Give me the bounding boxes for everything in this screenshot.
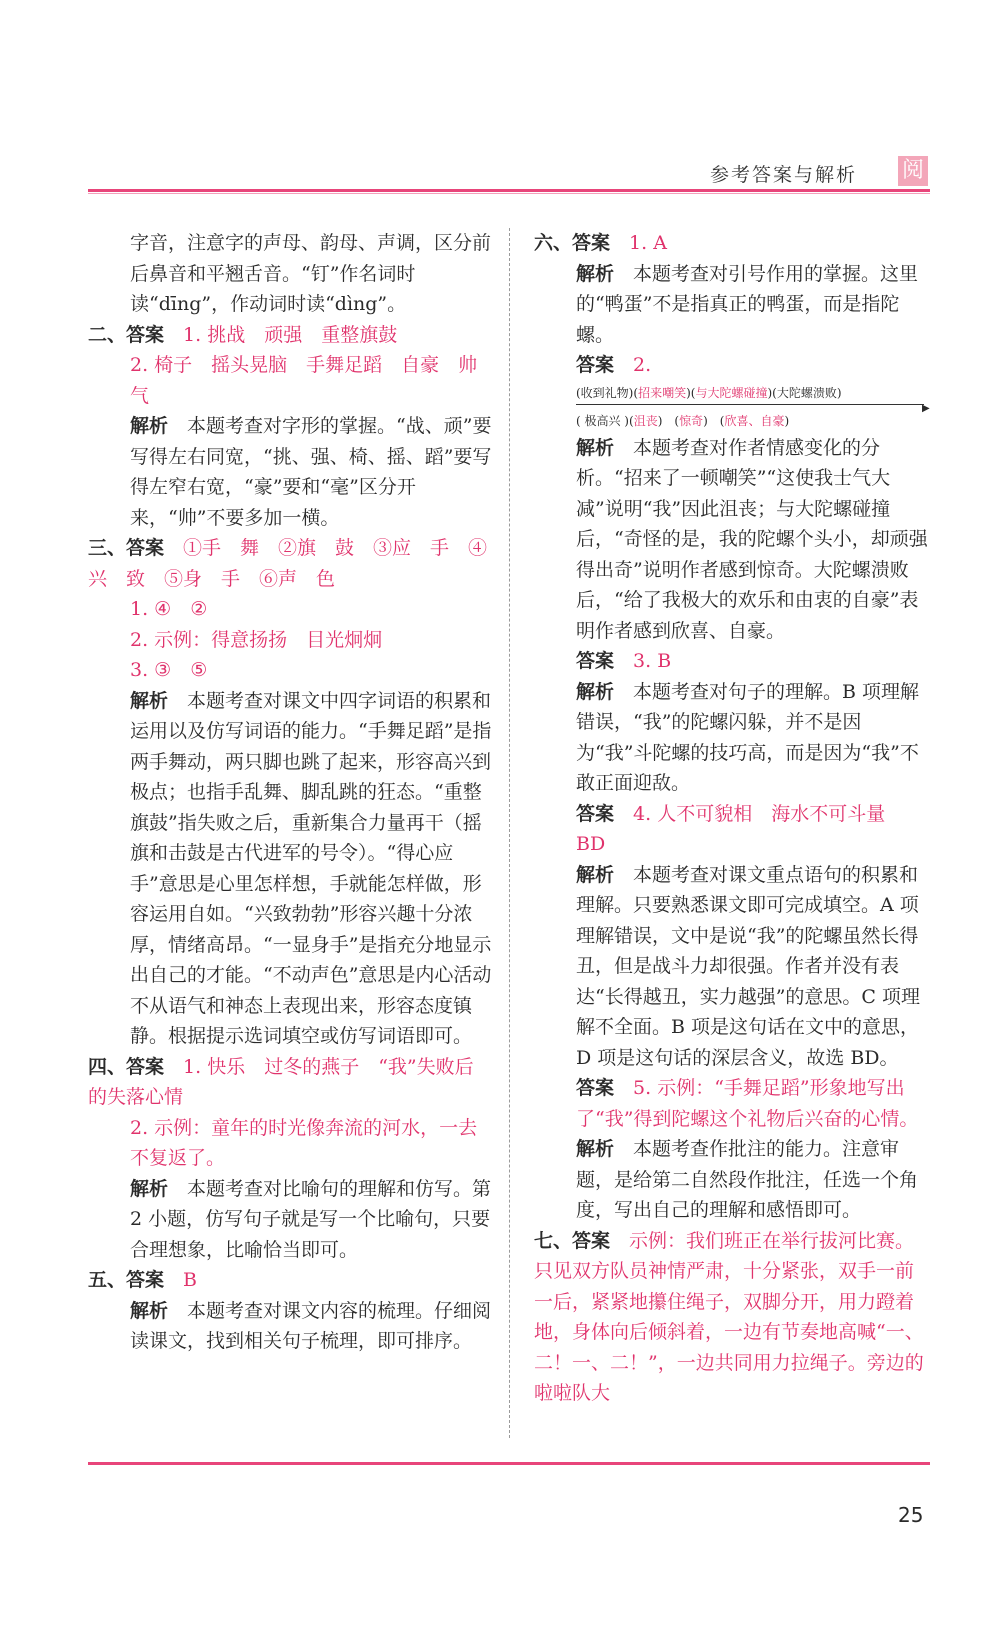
answer-label: 答案 [126,537,165,559]
analysis-label: 解析 [130,415,169,437]
emotion-flow-diagram [576,383,932,431]
section-number: 三、 [88,537,127,559]
answer-text: B [183,1269,198,1291]
bracket: ) ( [703,413,725,428]
arrow-right-icon: ▶ [922,402,930,414]
answer-text: 3. B [633,650,672,672]
answer-label: 答案 [126,1269,165,1291]
analysis-label: 解析 [576,863,615,886]
answer-text: 5. 示例：“手舞足蹈”形象地写出了“我”得到陀螺这个礼物后兴奋的心情。 [576,1077,919,1130]
emotion-answer: 惊奇 [679,413,704,428]
intro-paragraph: 字音，注意字的声母、韵母、声调，区分前后鼻音和平翘舌音。“钉”作名词时读“dīng”，作动词时读“dìng”。 [130,232,492,315]
answer-label: 答案 [576,1077,615,1099]
section-4 [88,1052,492,1266]
bracket: ( [633,385,639,400]
bracket: ) ( [657,413,680,428]
answer-text: 2. 示例：得意扬扬 目光炯炯 [130,628,383,651]
analysis-text: 本题考查作批注的能力。注意审题，是给第二自然段作批注，任选一个角度，写出自己的理解和感悟即可。 [576,1138,919,1221]
analysis-text: 本题考查对句子的理解。B 项理解错误，“我”的陀螺闪躲，并不是因为“我”斗陀螺的技巧高，而是因为“我”不敢正面迎敌。 [576,680,920,794]
answer-text: 1. ④ ② [130,598,208,620]
section-number: 二、 [88,323,127,346]
event-label: )(大陀螺溃败) [767,385,842,400]
event-answer: 招来嘲笑 [638,385,687,400]
page-number: 25 [898,1503,924,1527]
section-3 [88,533,492,1052]
analysis-label: 解析 [576,1138,615,1160]
emotion-answer: 欣喜、自豪 [724,413,785,428]
answer-text: 1. 快乐 过冬的燕子 “我”失败后的失落心情 [88,1055,474,1108]
answer-label: 答案 [572,232,611,254]
footer-rule [88,1462,930,1465]
right-column [534,228,932,1409]
section-7 [534,1226,932,1409]
event-answer: 与大陀螺碰撞 [695,385,768,400]
answer-text: 3. ③ ⑤ [130,659,208,681]
analysis-label: 解析 [576,262,615,285]
emotion-label: ( 极高兴 )( [576,413,634,428]
answer-text: 2. [633,354,652,376]
running-header-title: 参考答案与解析 [710,164,858,186]
section-6 [534,228,932,1226]
analysis-text: 本题考查对课文内容的梳理。仔细阅读课文，找到相关句子梳理，即可排序。 [130,1299,492,1352]
analysis-label: 解析 [576,680,615,703]
answer-label: 答案 [126,323,165,346]
event-row [576,383,932,403]
answer-text: 2. 椅子 摇头晃脑 手舞足蹈 自豪 帅气 [130,354,478,407]
section-5 [88,1265,492,1357]
analysis-text: 本题考查对引号作用的掌握。这里的“鸭蛋”不是指真正的鸭蛋，而是指陀螺。 [576,262,919,346]
answer-text: 示例：我们班正在举行拔河比赛。只见双方队员神情严肃，十分紧张，双手一前一后，紧紧地攥住绳子，双脚分开，用力蹬着地，身体向后倾斜着，一边有节奏地高喊“一、二！一、二！”，一边共同用力拉绳子。旁边的啦啦队大 [534,1229,924,1404]
bracket: ) [784,413,790,428]
answer-text: 1. A [629,232,667,254]
analysis-label: 解析 [130,1177,169,1200]
analysis-text: 本题考查对比喻句的理解和仿写。第 2 小题，仿写句子就是写一个比喻句，只要合理想象，比喻恰当即可。 [130,1177,492,1261]
section-number: 六、 [534,232,573,254]
analysis-label: 解析 [576,436,615,459]
answer-label: 答案 [572,1229,611,1252]
reading-badge-icon: 阅 [898,156,928,186]
answer-text: 1. 挑战 顽强 重整旗鼓 [183,323,398,346]
flow-arrow-line [576,404,924,405]
answer-label: 答案 [576,650,615,672]
analysis-text: 本题考查对课文中四字词语的积累和运用以及仿写词语的能力。“手舞足蹈”是指两手舞动，两只脚也跳了起来，形容高兴到极点；也指手乱舞、脚乱跳的狂态。“重整旗鼓”指失败之后，重新集合力量再干（摇旗和击鼓是古代进军的号令）。“得心应手”意思是心里怎样想，手就能怎样做，形容运用自如。“兴致勃勃”形容兴趣十分浓厚，情绪高昂。“一显身手”是指充分地显示出自己的才能。“不动声色”意思是内心活动不从语气和神态上表现出来，形容态度镇静。根据提示选词填空或仿写词语即可。 [130,689,492,1047]
emotion-answer: 沮丧 [633,413,658,428]
left-column [88,228,492,1357]
analysis-label: 解析 [130,1299,169,1322]
header-rule-thin [88,193,930,194]
analysis-text: 本题考查对作者情感变化的分析。“招来了一顿嘲笑”“这使我士气大减”说明“我”因此沮丧；与大陀螺碰撞后，“奇怪的是，我的陀螺个头小，却顽强得出奇”说明作者感到惊奇。大陀螺溃败后，“给了我极大的欢乐和由衷的自豪”表明作者感到欣喜、自豪。 [576,436,928,642]
section-2 [88,320,492,534]
analysis-text: 本题考查对课文重点语句的积累和理解。只要熟悉课文即可完成填空。A 项理解错误，文中是说“我”的陀螺虽然长得丑，但是战斗力却很强。作者并没有表达“长得越丑，实力越强”的意思。C 项理解不全面。B 项是这句话在文中的意思，D 项是这句话的深层含义，故选 BD。 [576,863,921,1069]
event-label: (收到礼物) [576,385,634,400]
answer-label: 答案 [126,1055,165,1078]
section-number: 四、 [88,1055,127,1078]
answer-text: ①手 舞 ②旗 鼓 ③应 手 ④兴 致 ⑤身 手 ⑥声 色 [88,537,488,590]
answer-text: 2. 示例：童年的时光像奔流的河水，一去不复返了。 [130,1116,478,1169]
emotion-row [576,411,932,431]
section-number: 七、 [534,1229,573,1252]
header-rule [88,189,930,192]
analysis-label: 解析 [130,689,169,712]
column-divider [509,228,510,1438]
answer-label: 答案 [576,354,615,376]
answer-label: 答案 [576,802,615,825]
analysis-text: 本题考查对字形的掌握。“战、顽”要写得左右同宽，“挑、强、椅、摇、蹈”要写得左窄右宽，“豪”要和“毫”区分开来，“帅”不要多加一横。 [130,415,492,529]
section-number: 五、 [88,1269,127,1291]
bracket: )( [686,385,696,400]
answer-text: 4. 人不可貌相 海水不可斗量 BD [576,802,905,855]
